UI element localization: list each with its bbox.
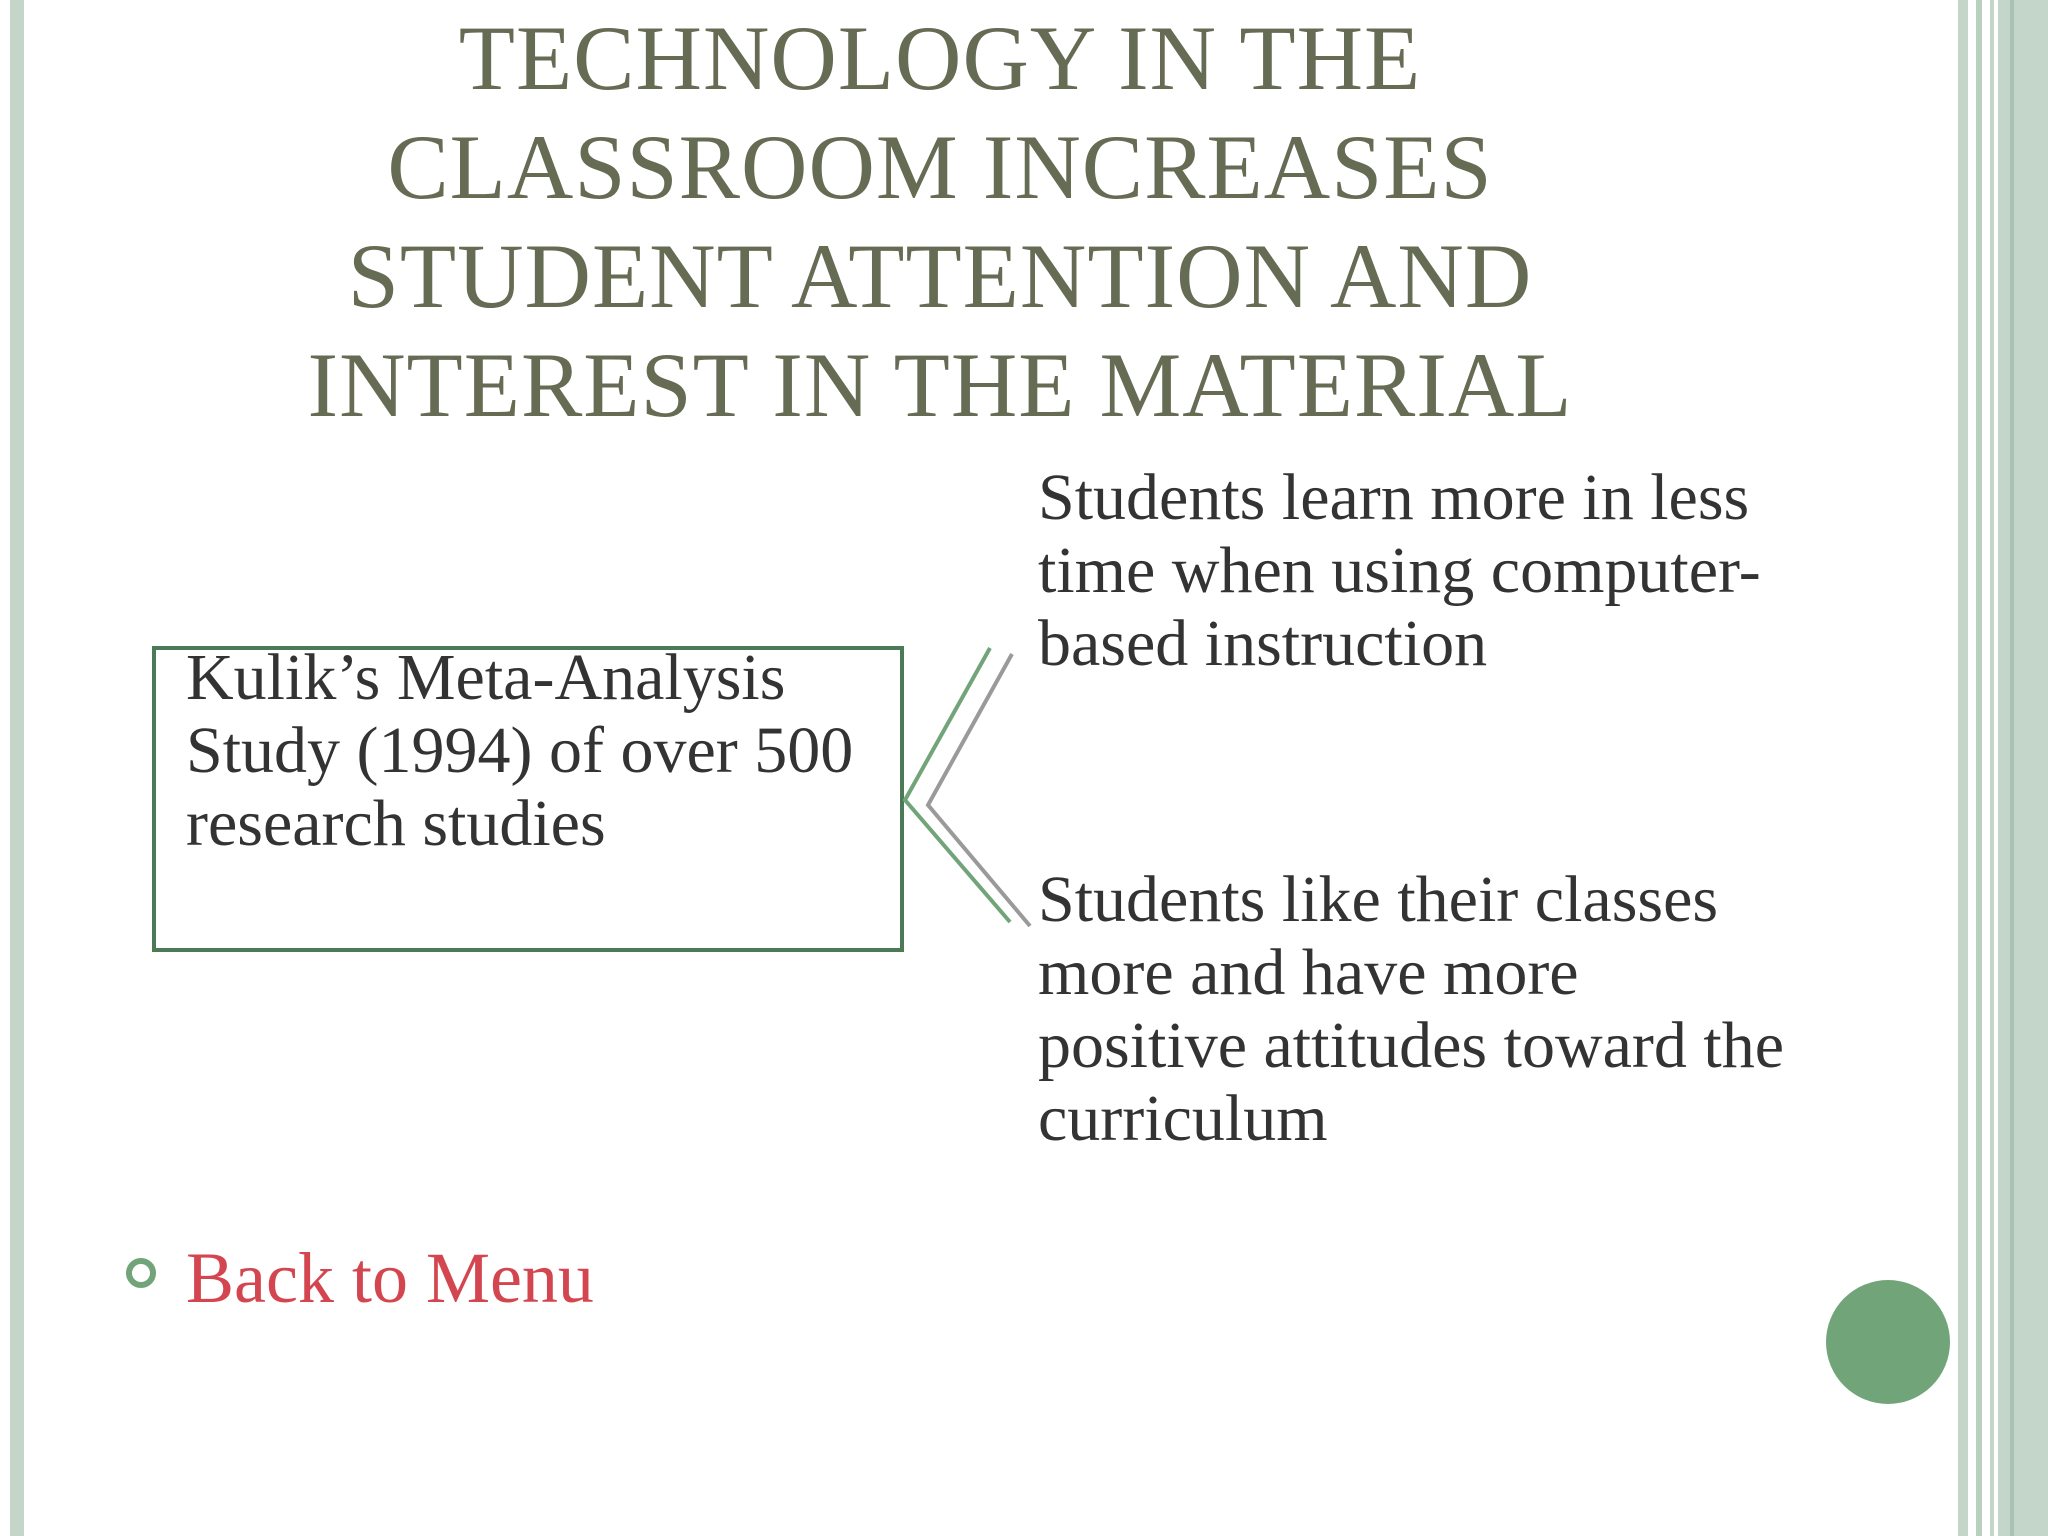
right-frame-stripe [1990, 0, 1994, 1536]
finding-1-text: Students learn more in less time when using computer-based instruction [1038, 461, 1761, 680]
ring-bullet-icon [126, 1258, 156, 1288]
right-frame-stripe [1958, 0, 1968, 1536]
right-frame-band [1998, 0, 2048, 1536]
left-border-stripe [10, 0, 24, 1536]
branch-connector [890, 640, 1040, 930]
back-to-menu-link[interactable]: Back to Menu [186, 1238, 594, 1318]
slide-title: TECHNOLOGY IN THE CLASSROOM INCREASES STUDENT ATTENTION AND INTEREST IN THE MATERIAL [307, 7, 1573, 436]
right-frame-stripe [2010, 0, 2014, 1536]
finding-2-text: Students like their classes more and have more positive attitudes toward the curriculum [1038, 863, 1785, 1155]
right-frame-stripe [1976, 0, 1982, 1536]
source-box-text: Kulik’s Meta-Analysis Study (1994) of over 500 research studies [186, 641, 854, 860]
green-circle-decoration [1826, 1280, 1950, 1404]
